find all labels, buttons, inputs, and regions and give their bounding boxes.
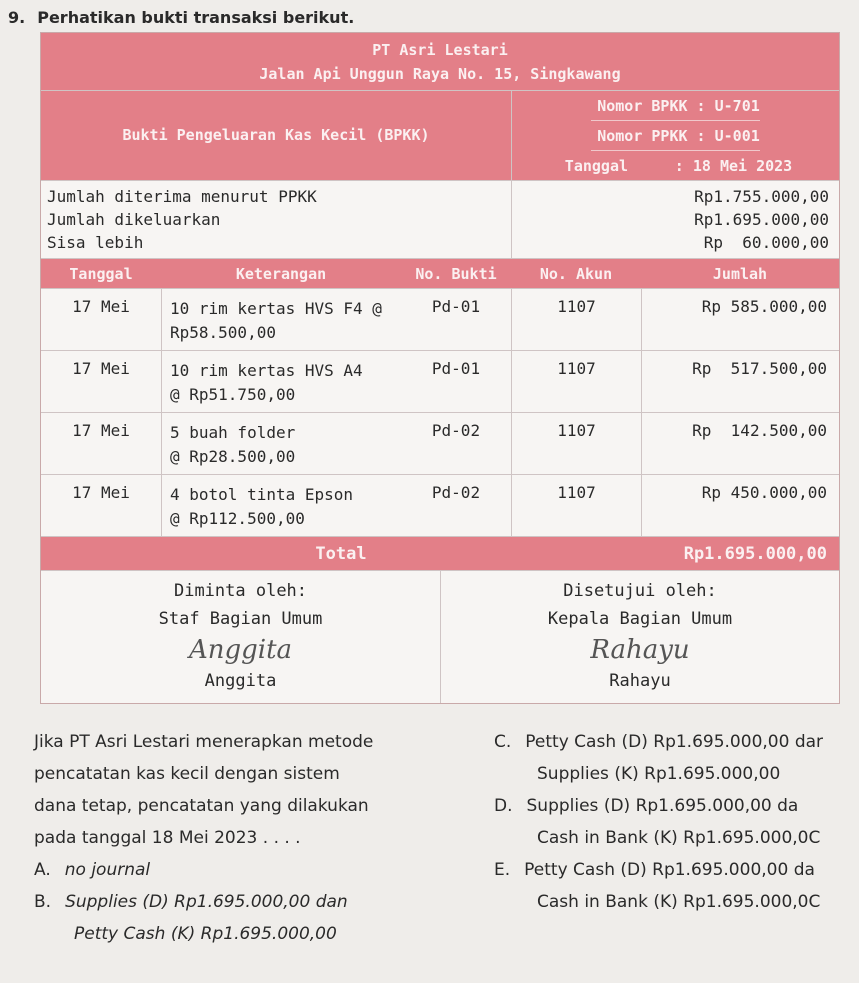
stem-line: pencatatan kas kecil dengan sistem [34, 764, 340, 784]
nomor-ppkk: Nomor PPKK : U-001 [591, 121, 760, 151]
summary-value-received: Rp1.755.000,00 [694, 187, 829, 206]
table-row [41, 413, 839, 475]
col-tanggal: Tanggal [69, 264, 133, 283]
option-text: Supplies (D) Rp1.695.000,00 dan [65, 892, 348, 912]
row-no-bukti: Pd-02 [431, 421, 481, 440]
col-no-akun: No. Akun [539, 264, 613, 283]
row-no-akun: 1107 [511, 475, 641, 536]
tanggal-line [559, 151, 792, 180]
option-text: Cash in Bank (K) Rp1.695.000,0C [537, 828, 821, 848]
row-jumlah: Rp 142.500,00 [641, 413, 839, 474]
summary-value-remaining: Rp 60.000,00 [703, 233, 829, 252]
row-tanggal: 17 Mei [72, 421, 130, 440]
option-text: Supplies (D) Rp1.695.000,00 da [526, 796, 799, 816]
row-keterangan [161, 351, 401, 412]
question-number: 9. [8, 8, 26, 27]
option-letter: B. [34, 892, 52, 912]
option-d-line2 [537, 828, 820, 848]
summary-labels [41, 181, 511, 258]
requested-by [41, 571, 440, 703]
total-label: Total [315, 543, 367, 564]
row-keterangan-line2: Rp58.500,00 [170, 323, 276, 342]
stem-line: pada tanggal 18 Mei 2023 . . . . [34, 828, 301, 848]
stem-line: Jika PT Asri Lestari menerapkan metode [34, 732, 374, 752]
requested-signature: Anggita [188, 635, 293, 665]
row-no-bukti: Pd-01 [431, 359, 481, 378]
summary-label-received: Jumlah diterima menurut PPKK [47, 187, 317, 206]
total-value: Rp1.695.000,00 [683, 543, 827, 564]
company-address: Jalan Api Unggun Raya No. 15, Singkawang [259, 64, 621, 83]
tanggal-value: : 18 Mei 2023 [674, 156, 793, 175]
row-keterangan-line1: 10 rim kertas HVS F4 @ [170, 299, 382, 318]
row-keterangan-line1: 10 rim kertas HVS A4 [170, 361, 363, 380]
row-keterangan [161, 289, 401, 350]
bpkk-document [40, 32, 840, 704]
approved-label: Disetujui oleh: [563, 581, 717, 601]
approved-role: Kepala Bagian Umum [547, 609, 733, 629]
row-keterangan [161, 413, 401, 474]
option-e[interactable] [494, 860, 815, 880]
option-letter: A. [34, 860, 51, 880]
row-keterangan-line2: @ Rp51.750,00 [170, 385, 296, 404]
option-text: Supplies (K) Rp1.695.000,00 [537, 764, 781, 784]
option-d[interactable] [494, 796, 798, 816]
col-no-bukti: No. Bukti [415, 264, 497, 283]
row-no-bukti: Pd-01 [431, 297, 481, 316]
row-no-akun: 1107 [511, 413, 641, 474]
col-jumlah: Jumlah [712, 264, 768, 283]
option-letter: C. [494, 732, 512, 752]
table-row [41, 475, 839, 537]
row-jumlah: Rp 585.000,00 [641, 289, 839, 350]
summary-values [511, 181, 839, 258]
row-no-akun: 1107 [511, 289, 641, 350]
option-c-line2 [537, 764, 780, 784]
approved-by [440, 571, 839, 703]
option-letter: D. [494, 796, 513, 816]
row-tanggal: 17 Mei [72, 483, 130, 502]
col-keterangan: Keterangan [235, 264, 327, 283]
requested-name: Anggita [204, 671, 277, 691]
option-text: Petty Cash (D) Rp1.695.000,00 dar [525, 732, 824, 752]
option-e-line2 [537, 892, 820, 912]
option-text: Cash in Bank (K) Rp1.695.000,0C [537, 892, 821, 912]
approved-name: Rahayu [609, 671, 671, 691]
nomor-bpkk: Nomor BPKK : U-701 [591, 91, 760, 121]
tanggal-label: Tanggal [564, 156, 629, 175]
summary-label-spent: Jumlah dikeluarkan [47, 210, 221, 229]
signature-row [41, 571, 839, 703]
option-b[interactable] [34, 892, 348, 912]
total-row [41, 537, 839, 571]
option-a[interactable] [34, 860, 150, 880]
row-keterangan-line2: @ Rp28.500,00 [170, 447, 296, 466]
row-no-akun: 1107 [511, 351, 641, 412]
row-keterangan-line1: 5 buah folder [170, 423, 296, 442]
summary-value-spent: Rp1.695.000,00 [694, 210, 829, 229]
row-jumlah: Rp 450.000,00 [641, 475, 839, 536]
row-jumlah: Rp 517.500,00 [641, 351, 839, 412]
company-header [41, 33, 839, 91]
option-text: no journal [64, 860, 151, 880]
summary-label-remaining: Sisa lebih [47, 233, 144, 252]
approved-signature: Rahayu [590, 635, 690, 665]
doc-title: Bukti Pengeluaran Kas Kecil (BPKK) [122, 126, 430, 144]
row-keterangan [161, 475, 401, 536]
row-keterangan-line2: @ Rp112.500,00 [170, 509, 305, 528]
option-c[interactable] [494, 732, 823, 752]
option-text: Petty Cash (D) Rp1.695.000,00 da [524, 860, 815, 880]
option-text: Petty Cash (K) Rp1.695.000,00 [74, 924, 337, 944]
bpkk-info-row [41, 91, 839, 181]
table-row [41, 289, 839, 351]
option-b-line2 [74, 924, 337, 944]
table-header [41, 259, 839, 289]
question-header [8, 8, 354, 27]
requested-label: Diminta oleh: [173, 581, 308, 601]
stem-line: dana tetap, pencatatan yang dilakukan [34, 796, 369, 816]
option-letter: E. [494, 860, 511, 880]
requested-role: Staf Bagian Umum [158, 609, 323, 629]
summary-row [41, 181, 839, 259]
row-tanggal: 17 Mei [72, 359, 130, 378]
row-keterangan-line1: 4 botol tinta Epson [170, 485, 354, 504]
row-no-bukti: Pd-02 [431, 483, 481, 502]
question-text: Perhatikan bukti transaksi berikut. [37, 8, 355, 27]
doc-numbers [511, 91, 839, 180]
company-name: PT Asri Lestari [372, 40, 508, 59]
row-tanggal: 17 Mei [72, 297, 130, 316]
table-row [41, 351, 839, 413]
